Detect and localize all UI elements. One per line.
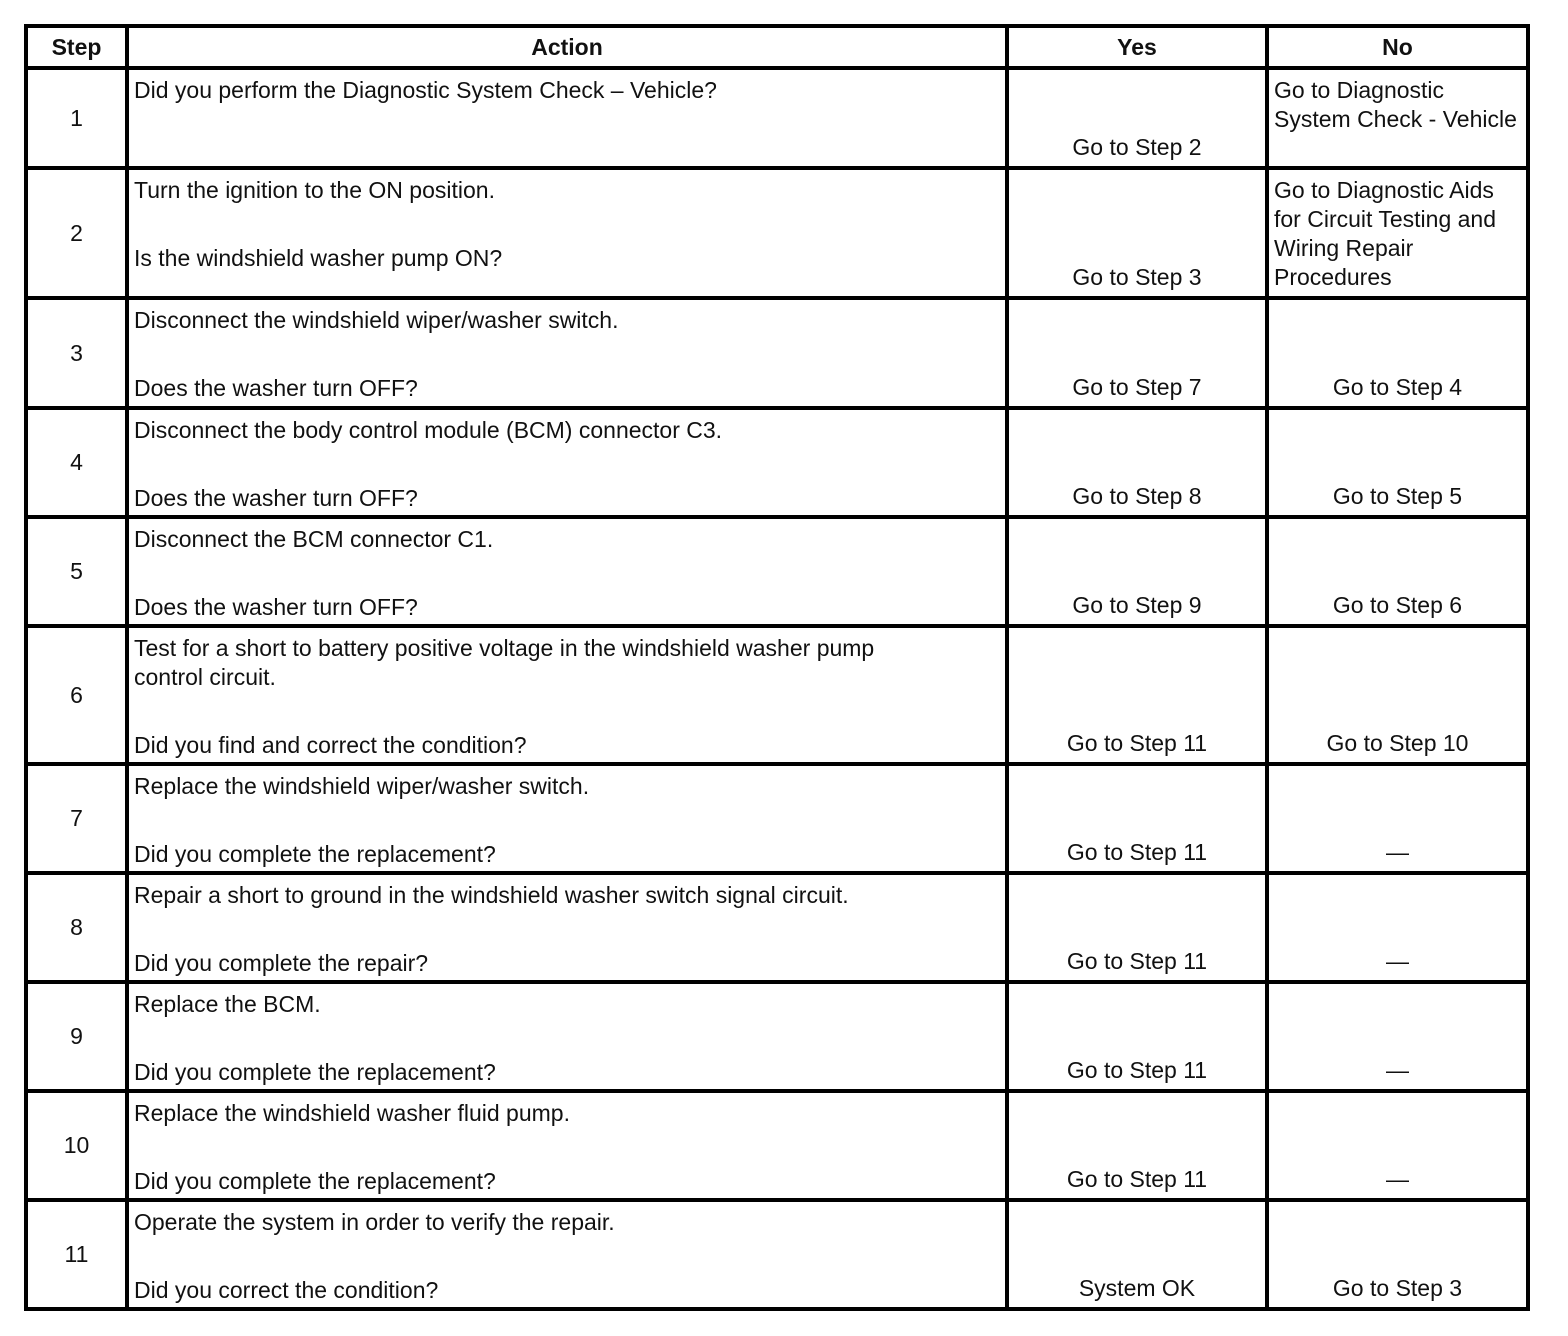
yes-cell: System OK xyxy=(1007,1200,1267,1309)
no-cell: Go to Step 5 xyxy=(1267,408,1528,517)
yes-cell: Go to Step 3 xyxy=(1007,168,1267,298)
no-cell: Go to Step 6 xyxy=(1267,517,1528,626)
action-text: Replace the windshield washer fluid pump. xyxy=(134,1100,570,1126)
no-cell: — xyxy=(1267,873,1528,982)
step-number: 4 xyxy=(26,408,127,517)
action-spacer xyxy=(134,692,1000,731)
table-row xyxy=(26,873,1528,982)
table-row xyxy=(26,298,1528,408)
yes-cell: Go to Step 9 xyxy=(1007,517,1267,626)
action-spacer xyxy=(134,1019,1000,1058)
step-number: 11 xyxy=(26,1200,127,1309)
table-row xyxy=(26,626,1528,764)
header-action: Action xyxy=(127,26,1007,68)
action-text: Disconnect the BCM connector C1. xyxy=(134,526,494,552)
action-spacer xyxy=(134,801,1000,840)
table-body xyxy=(26,68,1528,1309)
action-text: Disconnect the body control module (BCM) connector C3. xyxy=(134,417,723,443)
no-cell: Go to Diagnostic Aids for Circuit Testing and Wiring Repair Procedures xyxy=(1267,168,1528,298)
table-row xyxy=(26,764,1528,873)
action-question: Did you complete the replacement? xyxy=(134,1059,496,1085)
action-text: Replace the windshield wiper/washer switch. xyxy=(134,773,590,799)
step-number: 10 xyxy=(26,1091,127,1200)
action-text: Disconnect the windshield wiper/washer switch. xyxy=(134,307,619,333)
action-question: Is the windshield washer pump ON? xyxy=(134,245,503,271)
step-number: 2 xyxy=(26,168,127,298)
step-number: 6 xyxy=(26,626,127,764)
action-question: Does the washer turn OFF? xyxy=(134,485,418,511)
action-text: Test for a short to battery positive voltage in the windshield washer pump xyxy=(134,635,875,661)
no-cell: Go to Step 4 xyxy=(1267,298,1528,408)
action-text: Turn the ignition to the ON position. xyxy=(134,177,495,203)
action-spacer xyxy=(134,205,1000,244)
no-cell: — xyxy=(1267,764,1528,873)
no-cell: — xyxy=(1267,982,1528,1091)
table-row xyxy=(26,1091,1528,1200)
action-question: Did you complete the replacement? xyxy=(134,1168,496,1194)
step-number: 1 xyxy=(26,68,127,168)
action-text: Replace the BCM. xyxy=(134,991,321,1017)
header-step: Step xyxy=(26,26,127,68)
no-cell: Go to Step 3 xyxy=(1267,1200,1528,1309)
action-question: Did you complete the replacement? xyxy=(134,841,496,867)
action-spacer xyxy=(134,910,1000,949)
action-cell xyxy=(127,517,1007,626)
table-row xyxy=(26,68,1528,168)
table-row xyxy=(26,168,1528,298)
action-text: Did you perform the Diagnostic System Check – Vehicle? xyxy=(134,77,717,103)
action-cell xyxy=(127,168,1007,298)
action-spacer xyxy=(134,445,1000,484)
yes-cell: Go to Step 11 xyxy=(1007,873,1267,982)
action-cell xyxy=(127,68,1007,168)
yes-cell: Go to Step 8 xyxy=(1007,408,1267,517)
header-row xyxy=(26,26,1528,68)
action-cell xyxy=(127,982,1007,1091)
yes-cell: Go to Step 7 xyxy=(1007,298,1267,408)
step-number: 3 xyxy=(26,298,127,408)
action-spacer xyxy=(134,1237,1000,1276)
action-question: Does the washer turn OFF? xyxy=(134,594,418,620)
action-question: Did you complete the repair? xyxy=(134,950,429,976)
action-question: Did you find and correct the condition? xyxy=(134,732,527,758)
action-cell xyxy=(127,1200,1007,1309)
no-cell: Go to Diagnostic System Check - Vehicle xyxy=(1267,68,1528,168)
header-no: No xyxy=(1267,26,1528,68)
no-cell: Go to Step 10 xyxy=(1267,626,1528,764)
action-text: Operate the system in order to verify the repair. xyxy=(134,1209,615,1235)
step-number: 7 xyxy=(26,764,127,873)
yes-cell: Go to Step 11 xyxy=(1007,626,1267,764)
no-cell: — xyxy=(1267,1091,1528,1200)
yes-cell: Go to Step 2 xyxy=(1007,68,1267,168)
diagnostic-table xyxy=(24,24,1530,1311)
action-spacer xyxy=(134,335,1000,374)
header-yes: Yes xyxy=(1007,26,1267,68)
table-row xyxy=(26,1200,1528,1309)
action-question: Did you correct the condition? xyxy=(134,1277,439,1303)
step-number: 5 xyxy=(26,517,127,626)
action-text: control circuit. xyxy=(134,664,276,690)
action-cell xyxy=(127,764,1007,873)
action-spacer xyxy=(134,554,1000,593)
yes-cell: Go to Step 11 xyxy=(1007,982,1267,1091)
table-row xyxy=(26,517,1528,626)
action-spacer xyxy=(134,1128,1000,1167)
action-text: Repair a short to ground in the windshield washer switch signal circuit. xyxy=(134,882,849,908)
yes-cell: Go to Step 11 xyxy=(1007,764,1267,873)
action-cell xyxy=(127,408,1007,517)
action-cell xyxy=(127,873,1007,982)
action-question: Does the washer turn OFF? xyxy=(134,375,418,401)
action-cell xyxy=(127,626,1007,764)
action-cell xyxy=(127,298,1007,408)
action-cell xyxy=(127,1091,1007,1200)
table-row xyxy=(26,408,1528,517)
yes-cell: Go to Step 11 xyxy=(1007,1091,1267,1200)
step-number: 8 xyxy=(26,873,127,982)
step-number: 9 xyxy=(26,982,127,1091)
table-row xyxy=(26,982,1528,1091)
